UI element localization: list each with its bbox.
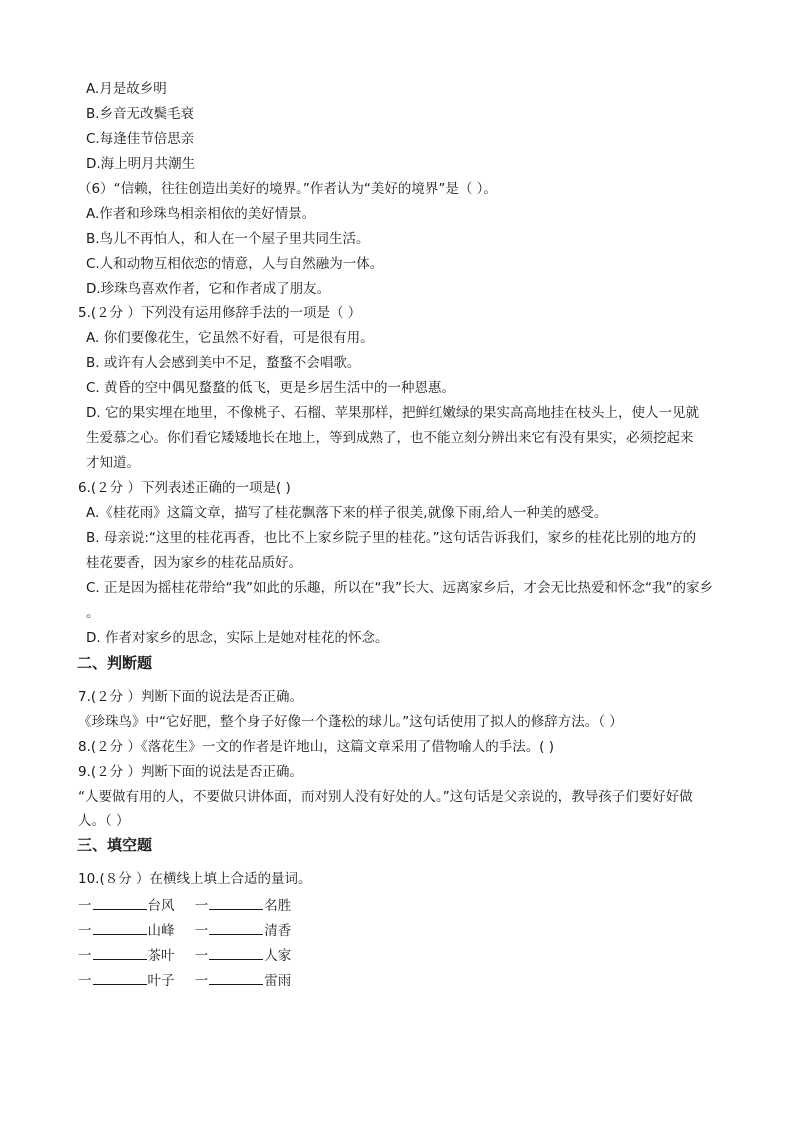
q10-prefix: 一	[194, 923, 209, 939]
q4-option-c: C.每逢佳节倍思亲	[86, 131, 195, 147]
q10-blank[interactable]	[93, 945, 147, 960]
q6-option-b-line2: 桂花要香，因为家乡的桂花品质好。	[86, 555, 302, 571]
q10-blank[interactable]	[209, 970, 263, 985]
q5-option-d-line3: 才知道。	[86, 455, 140, 471]
q8-stem: 8.(２分 ）《落花生》一文的作者是许地山，这篇文章采用了借物喻人的手法。( )	[78, 739, 555, 755]
q10-blank[interactable]	[209, 945, 263, 960]
q10-blank[interactable]	[93, 895, 147, 910]
q10-prefix: 一	[78, 898, 92, 914]
q10-stem: 10.(８分 ）在横线上填上合适的量词。	[78, 871, 312, 887]
q10-blank[interactable]	[93, 920, 147, 935]
q4-sub6-option-b: B.鸟儿不再怕人，和人在一个屋子里共同生活。	[86, 231, 370, 247]
q9-body-line2: 人。（ ）	[78, 813, 130, 829]
q4-sub6-option-a: A.作者和珍珠鸟相亲相依的美好情景。	[86, 206, 316, 222]
q5-option-c: C. 黄昏的空中偶见蝥蝥的低飞，更是乡居生活中的一种恩惠。	[86, 380, 456, 396]
q10-noun: 茶叶	[147, 948, 175, 964]
q10-prefix: 一	[78, 948, 92, 964]
section-heading-judgement: 二、判断题	[77, 654, 153, 672]
q4-sub6-option-c: C.人和动物互相依恋的情意，人与自然融为一体。	[86, 256, 384, 272]
q6-option-c-line2: 。	[86, 605, 100, 621]
q10-noun: 雷雨	[264, 973, 292, 989]
q7-stem: 7.(２分 ）判断下面的说法是否正确。	[78, 689, 303, 705]
q4-sub6-stem: （6）“信赖，往往创造出美好的境界。”作者认为“美好的境界”是（ ）。	[78, 181, 497, 197]
q10-prefix: 一	[78, 923, 92, 939]
q10-blank[interactable]	[209, 895, 263, 910]
q10-row	[78, 970, 291, 990]
q6-option-c-line1: C. 正是因为摇桂花带给“我”如此的乐趣，所以在“我”长大、远离家乡后，才会无比热爱和怀念“我”的家乡	[86, 580, 713, 596]
q10-noun: 台风	[147, 898, 175, 914]
q4-option-d: D.海上明月共潮生	[86, 156, 196, 172]
q10-prefix: 一	[194, 898, 209, 914]
q5-option-d-line2: 生爱慕之心。你们看它矮矮地长在地上，等到成熟了，也不能立刻分辨出来它有没有果实，必须挖起来	[86, 430, 694, 446]
q10-prefix: 一	[194, 973, 209, 989]
q10-noun: 人家	[264, 948, 292, 964]
q4-option-b: B.乡音无改鬓毛衰	[86, 106, 195, 122]
q10-row	[78, 895, 291, 915]
q5-option-d-line1: D. 它的果实埋在地里，不像桃子、石榴、苹果那样，把鲜红嫩绿的果实高高地挂在枝头上，使人一见就	[86, 405, 699, 421]
q5-option-a: A. 你们要像花生，它虽然不好看，可是很有用。	[86, 330, 374, 346]
q5-option-b: B. 或许有人会感到美中不足，蝥蝥不会唱歌。	[86, 355, 361, 371]
q10-noun: 名胜	[264, 898, 292, 914]
q10-noun: 山峰	[147, 923, 175, 939]
section-heading-fill-in: 三、填空题	[77, 836, 153, 854]
q4-option-a: A.月是故乡明	[86, 81, 167, 97]
q10-row	[78, 920, 291, 940]
q10-noun: 清香	[264, 923, 292, 939]
q6-option-b-line1: B. 母亲说:“这里的桂花再香，也比不上家乡院子里的桂花。”这句话告诉我们，家乡的桂花比别的地方的	[86, 530, 697, 546]
q10-row	[78, 945, 291, 965]
q6-stem: 6.(２分 ）下列表述正确的一项是( )	[78, 480, 291, 496]
q4-sub6-option-d: D.珍珠鸟喜欢作者，它和作者成了朋友。	[86, 281, 331, 297]
q10-blank[interactable]	[93, 970, 147, 985]
q7-body: 《珍珠鸟》中“它好肥，整个身子好像一个蓬松的球儿。”这句话使用了拟人的修辞方法。（ ）	[78, 714, 623, 730]
q5-stem: 5.(２分 ）下列没有运用修辞手法的一项是（ ）	[78, 305, 362, 321]
q10-blank[interactable]	[209, 920, 263, 935]
q9-stem: 9.(２分 ）判断下面的说法是否正确。	[78, 764, 303, 780]
q6-option-a: A.《桂花雨》这篇文章，描写了桂花飘落下来的样子很美,就像下雨,给人一种美的感受。	[86, 505, 608, 521]
q6-option-d: D. 作者对家乡的思念，实际上是她对桂花的怀念。	[86, 630, 389, 646]
q9-body-line1: “人要做有用的人，不要做只讲体面，而对别人没有好处的人。”这句话是父亲说的，教导孩子们要好好做	[78, 789, 693, 805]
q10-noun: 叶子	[147, 973, 175, 989]
q10-prefix: 一	[194, 948, 209, 964]
q10-prefix: 一	[78, 973, 92, 989]
